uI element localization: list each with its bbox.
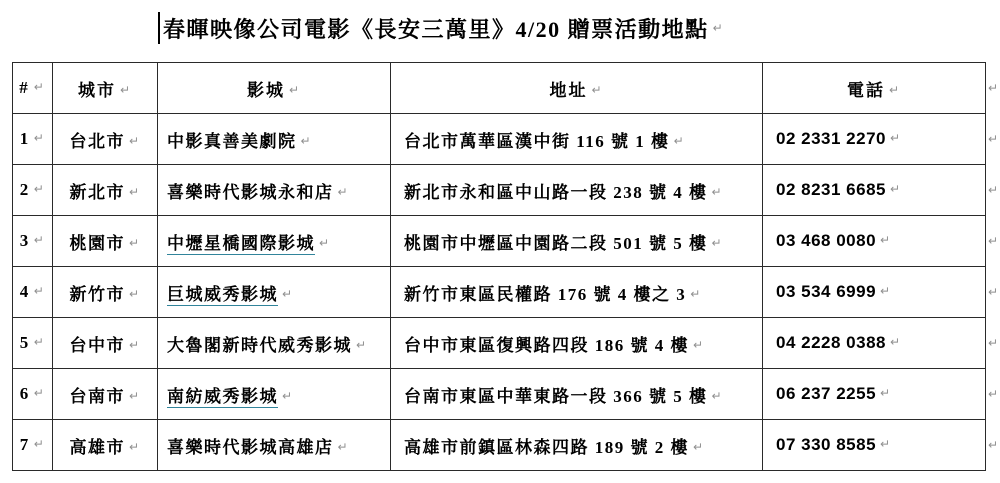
table-row [13,114,986,165]
cell-city[interactable] [53,216,158,267]
cell-end-mark-icon: ↵ [880,233,891,247]
row-number: 1 [19,129,30,148]
cell-end-mark-icon: ↵ [711,388,724,403]
cell-phone[interactable] [763,216,986,267]
address-text: 台北市萬華區漢中街 116 號 1 樓 [404,131,670,151]
cell-city[interactable] [53,318,158,369]
city-name: 新竹市 [69,284,125,304]
row-number: 6 [19,384,30,403]
paragraph-mark-icon: ↵ [712,21,723,35]
cell-end-mark-icon: ↵ [128,388,141,403]
cell-phone[interactable] [763,267,986,318]
cell-end-mark-icon: ↵ [128,439,141,454]
cell-phone[interactable] [763,114,986,165]
cell-num[interactable] [13,318,53,369]
cell-num[interactable] [13,267,53,318]
row-end-marks [988,62,998,470]
cell-end-mark-icon: ↵ [890,335,901,349]
phone-number: 07 330 8585 [776,435,877,454]
cell-end-mark-icon: ↵ [880,437,891,451]
col-header-city-label: 城市 [77,80,116,100]
cinema-name: 南紡威秀影城 [167,386,278,406]
table-row [13,216,986,267]
cell-end-mark-icon: ↵ [890,131,901,145]
table-row [13,420,986,471]
row-end-mark-icon: ↵ [988,386,999,401]
cell-phone[interactable] [763,165,986,216]
phone-number: 03 468 0080 [776,231,877,250]
cell-address[interactable] [391,114,763,165]
row-number: 5 [19,333,30,352]
city-name: 桃園市 [69,233,125,253]
cell-end-mark-icon: ↵ [880,386,891,400]
cell-end-mark-icon: ↵ [128,235,141,250]
row-end-mark-icon: ↵ [988,80,999,95]
city-name: 台北市 [69,131,125,151]
cell-cinema[interactable] [158,267,391,318]
cell-end-mark-icon: ↵ [33,437,46,451]
cell-end-mark-icon: ↵ [711,235,724,250]
cell-address[interactable] [391,420,763,471]
col-header-address-label: 地址 [549,80,588,100]
cell-cinema[interactable] [158,369,391,420]
phone-number: 04 2228 0388 [776,333,886,352]
locations-table [12,62,986,471]
cell-end-mark-icon: ↵ [33,182,46,196]
phone-number: 02 8231 6685 [776,180,886,199]
cell-end-mark-icon: ↵ [880,284,891,298]
cell-cinema[interactable] [158,165,391,216]
cell-end-mark-icon: ↵ [888,82,902,97]
row-end-mark-icon: ↵ [988,437,999,452]
cell-num[interactable] [13,369,53,420]
cell-end-mark-icon: ↵ [673,133,686,148]
cinema-name: 大魯閣新時代威秀影城 [167,335,352,355]
cell-end-mark-icon: ↵ [711,184,724,199]
cinema-name: 中壢星橋國際影城 [167,233,315,253]
cell-end-mark-icon: ↵ [282,388,294,403]
cell-cinema[interactable] [158,420,391,471]
text-cursor [158,12,160,44]
cell-end-mark-icon: ↵ [300,133,313,148]
cell-city[interactable] [53,267,158,318]
phone-number: 06 237 2255 [776,384,877,403]
cell-phone[interactable] [763,318,986,369]
address-text: 台中市東區復興路四段 186 號 4 樓 [404,335,689,355]
address-text: 台南市東區中華東路一段 366 號 5 樓 [404,386,708,406]
cell-end-mark-icon: ↵ [128,286,141,301]
cell-end-mark-icon: ↵ [693,439,705,454]
cell-end-mark-icon: ↵ [890,182,901,196]
cell-num[interactable] [13,114,53,165]
city-name: 高雄市 [69,437,125,457]
cell-cinema[interactable] [158,216,391,267]
row-end-mark-icon: ↵ [988,182,999,197]
cinema-name: 中影真善美劇院 [167,131,297,151]
phone-number: 03 534 6999 [776,282,877,301]
address-text: 新北市永和區中山路一段 238 號 4 樓 [404,182,708,202]
row-number: 3 [19,231,30,250]
table-header-row [13,63,986,114]
cell-address[interactable] [391,369,763,420]
col-header-num-label: # [19,78,30,97]
cell-end-mark-icon: ↵ [33,233,46,247]
cell-end-mark-icon: ↵ [128,337,141,352]
row-number: 2 [19,180,30,199]
city-name: 台南市 [69,386,125,406]
cinema-name: 巨城威秀影城 [167,284,278,304]
table-row [13,369,986,420]
cell-num[interactable] [13,420,53,471]
row-end-mark-icon: ↵ [988,131,999,146]
document-title-line [158,12,723,44]
cell-city[interactable] [53,420,158,471]
row-end-mark-icon: ↵ [988,284,999,299]
address-text: 桃園市中壢區中園路二段 501 號 5 樓 [404,233,708,253]
cell-end-mark-icon: ↵ [128,133,141,148]
col-header-cinema-label: 影城 [246,80,285,100]
cell-end-mark-icon: ↵ [591,82,604,97]
cell-end-mark-icon: ↵ [356,337,368,352]
col-header-address[interactable] [391,63,763,114]
cell-phone[interactable] [763,420,986,471]
cell-address[interactable] [391,216,763,267]
cell-end-mark-icon: ↵ [33,386,46,400]
cell-end-mark-icon: ↵ [33,131,46,145]
page-title: 春暉映像公司電影《長安三萬里》4/20 贈票活動地點 [163,16,709,42]
cell-end-mark-icon: ↵ [33,335,46,349]
cell-num[interactable] [13,165,53,216]
col-header-city[interactable] [53,63,158,114]
cell-end-mark-icon: ↵ [337,184,350,199]
row-end-mark-icon: ↵ [988,233,999,248]
cell-end-mark-icon: ↵ [128,184,141,199]
cinema-name: 喜樂時代影城永和店 [167,182,334,202]
row-number: 7 [19,435,30,454]
cell-end-mark-icon: ↵ [319,235,331,250]
cell-address[interactable] [391,318,763,369]
cell-address[interactable] [391,165,763,216]
cell-address[interactable] [391,267,763,318]
cell-end-mark-icon: ↵ [33,284,46,298]
cell-city[interactable] [53,114,158,165]
cell-end-mark-icon: ↵ [337,439,350,454]
address-text: 高雄市前鎮區林森四路 189 號 2 樓 [404,437,689,457]
col-header-num[interactable] [13,63,53,114]
cell-cinema[interactable] [158,318,391,369]
row-end-mark-icon: ↵ [988,335,999,350]
cell-end-mark-icon: ↵ [119,82,133,97]
cell-end-mark-icon: ↵ [693,337,705,352]
cell-city[interactable] [53,165,158,216]
cell-num[interactable] [13,216,53,267]
phone-number: 02 2331 2270 [776,129,886,148]
cell-cinema[interactable] [158,114,391,165]
table-row [13,318,986,369]
cinema-name: 喜樂時代影城高雄店 [167,437,334,457]
cell-end-mark-icon: ↵ [33,80,46,94]
cell-end-mark-icon: ↵ [690,286,702,301]
cell-city[interactable] [53,369,158,420]
cell-phone[interactable] [763,369,986,420]
row-number: 4 [19,282,30,301]
cell-end-mark-icon: ↵ [282,286,294,301]
table-row [13,267,986,318]
table-row [13,165,986,216]
city-name: 新北市 [69,182,125,202]
col-header-phone[interactable] [763,63,986,114]
address-text: 新竹市東區民權路 176 號 4 樓之 3 [404,284,687,304]
col-header-cinema[interactable] [158,63,391,114]
cell-end-mark-icon: ↵ [288,82,302,97]
city-name: 台中市 [69,335,125,355]
col-header-phone-label: 電話 [846,80,885,100]
